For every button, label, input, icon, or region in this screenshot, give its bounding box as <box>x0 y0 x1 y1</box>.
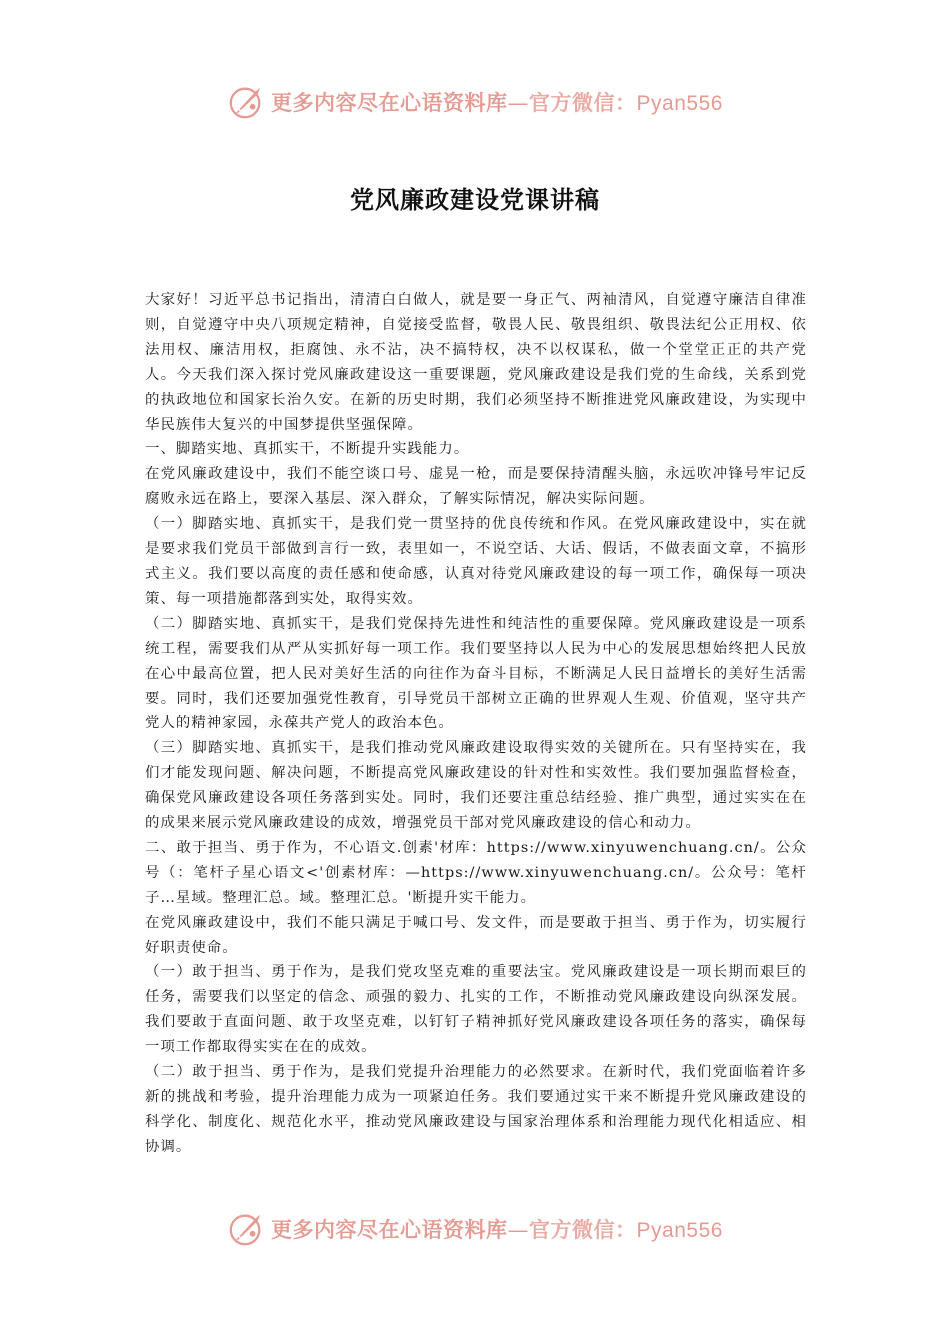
banner-wechat-label: 官方微信： <box>529 91 637 115</box>
quill-pen-logo-icon <box>227 1210 265 1248</box>
banner-main-text: 更多内容尽在心语资料库 <box>271 91 508 115</box>
banner-wechat-id: Pyan556 <box>636 1219 723 1242</box>
paragraph: （二）脚踏实地、真抓实干，是我们党保持先进性和纯洁性的重要保障。党风廉政建设是一项系统工程，需要我们从严从实抓好每一项工作。我们要坚持以人民为中心的发展思想始终把人民放在心中最高位置，把人民对美好生活的向往作为奋斗目标，不断满足人民日益增长的美好生活需要。同时，我们还要加强党性教育，引导党员干部树立正确的世界观人生观、价值观，坚守共产党人的精神家园，永葆共产党人的政治本色。 <box>145 615 807 732</box>
section-heading: 二、敢于担当、勇于作为，不心语文.创素'材库：https://www.xinyuwenchuang.cn/。公众号（：笔杆子星心语文<'创素材库：—https://www.xinyuwenchuang.cn/。公众号：笔杆子…星域。整理汇总。域。整理汇总。'断提升实干能力。 <box>145 839 807 906</box>
banner-dash: — <box>507 1218 530 1242</box>
document-body <box>145 288 807 1160</box>
footer-banner <box>0 1207 950 1251</box>
paragraph: （三）脚踏实地、真抓实干，是我们推动党风廉政建设取得实效的关键所在。只有坚持实在，我们才能发现问题、解决问题，不断提高党风廉政建设的针对性和实效性。我们要加强监督检查，确保党风廉政建设各项任务落到实处。同时，我们还要注重总结经验、推广典型，通过实实在在的成果来展示党风廉政建设的成效，增强党员干部对党风廉政建设的信心和动力。 <box>145 740 807 832</box>
paragraph: 在党风廉政建设中，我们不能只满足于喊口号、发文件，而是要敢于担当、勇于作为，切实履行好职责使命。 <box>145 914 807 956</box>
section-heading: 一、脚踏实地、真抓实干，不断提升实践能力。 <box>145 441 470 458</box>
paragraph: （一）脚踏实地、真抓实干，是我们党一贯坚持的优良传统和作风。在党风廉政建设中，实在就是要求我们党员干部做到言行一致，表里如一，不说空话、大话、假话，不做表面文章，不搞形式主义。我们要以高度的责任感和使命感，认真对待党风廉政建设的每一项工作，确保每一项决策、每一项措施都落到实处，取得实效。 <box>145 516 807 607</box>
paragraph: （二）敢于担当、勇于作为，是我们党提升治理能力的必然要求。在新时代，我们党面临着许多新的挑战和考验，提升治理能力成为一项紧迫任务。我们要通过实干来不断提升党风廉政建设的科学化、制度化、规范化水平，推动党风廉政建设与国家治理体系和治理能力现代化相适应、相协调。 <box>145 1064 807 1155</box>
banner-text <box>271 87 723 117</box>
paragraph: 在党风廉政建设中，我们不能空谈口号、虚晃一枪，而是要保持清醒头脑，永远吹冲锋号牢记反腐败永远在路上，要深入基层、深入群众，了解实际情况，解决实际问题。 <box>145 466 807 508</box>
banner-text <box>271 1214 723 1244</box>
banner-wechat-id: Pyan556 <box>636 92 723 115</box>
document-title: 党风廉政建设党课讲稿 <box>350 185 600 214</box>
paragraph: （一）敢于担当、勇于作为，是我们党攻坚克难的重要法宝。党风廉政建设是一项长期而艰巨的任务，需要我们以坚定的信念、顽强的毅力、扎实的工作，不断推动党风廉政建设向纵深发展。我们要敢于直面问题、敢于攻坚克难，以钉钉子精神抓好党风廉政建设各项任务的落实，确保每一项工作都取得实实在在的成效。 <box>145 964 807 1056</box>
header-banner <box>0 80 950 124</box>
paragraph: 大家好！习近平总书记指出，清清白白做人，就是要一身正气、两袖清风，自觉遵守廉洁自律准则，自觉遵守中央八项规定精神，自觉接受监督，敬畏人民、敬畏组织、敬畏法纪公正用权、依法用权、廉洁用权，拒腐蚀、永不沾，决不搞特权，决不以权谋私，做一个堂堂正正的共产党人。今天我们深入探讨党风廉政建设这一重要课题，党风廉政建设是我们党的生命线，关系到党的执政地位和国家长治久安。在新的历史时期，我们必须坚持不断推进党风廉政建设，为实现中华民族伟大复兴的中国梦提供坚强保障。 <box>145 292 807 433</box>
banner-main-text: 更多内容尽在心语资料库 <box>271 1218 508 1242</box>
banner-dash: — <box>507 91 530 115</box>
quill-pen-logo-icon <box>227 83 265 121</box>
banner-wechat-label: 官方微信： <box>529 1218 637 1242</box>
